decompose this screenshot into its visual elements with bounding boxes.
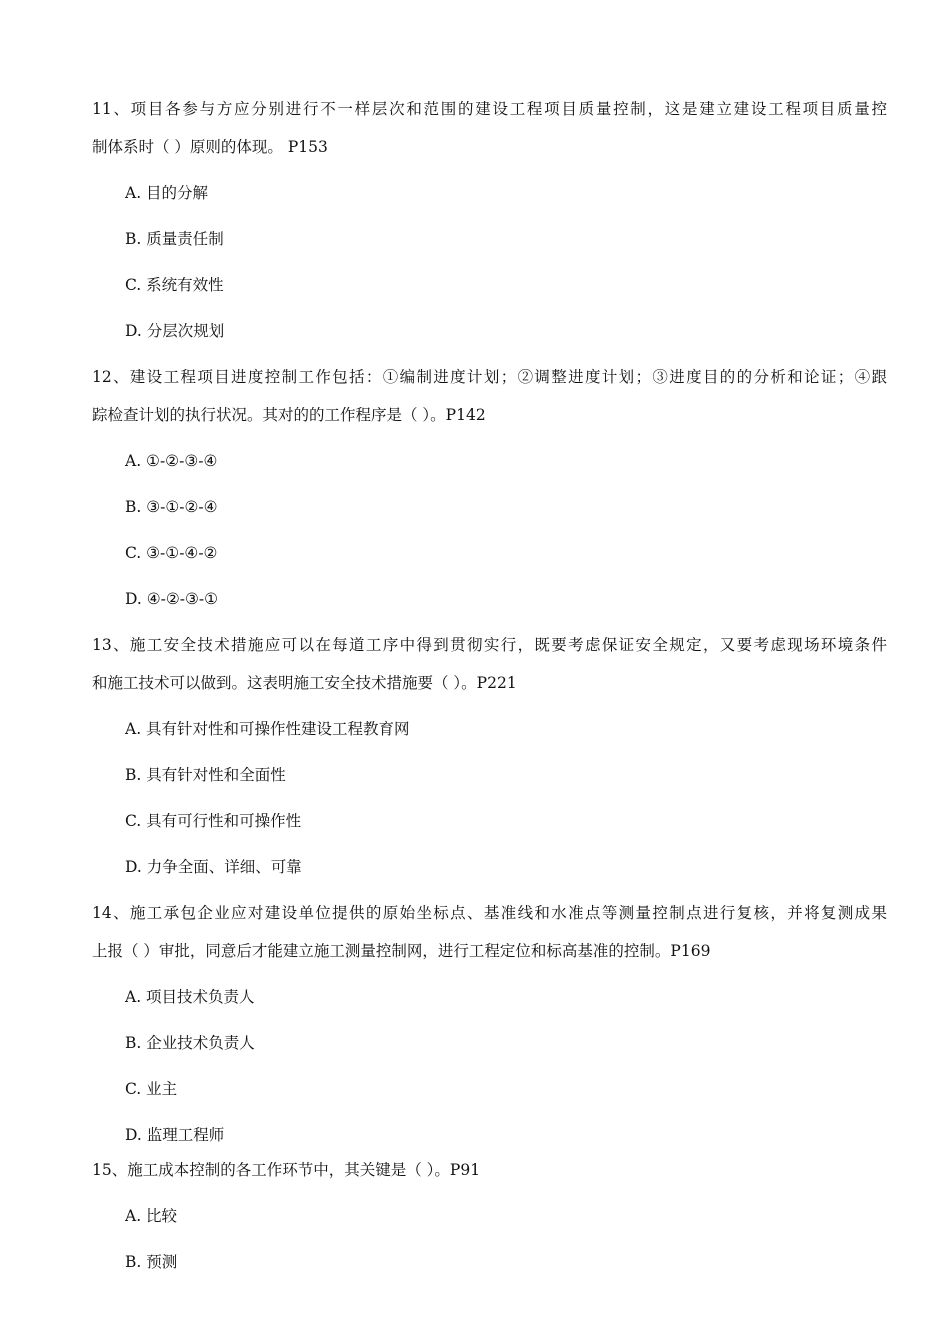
question-12-line-1: 12、建设工程项目进度控制工作包括：①编制进度计划；②调整进度计划；③进度目的的分析和论证；④跟 (92, 368, 887, 386)
question-14-option-c: C. 业主 (125, 1080, 178, 1098)
question-12-option-a: A. ①-②-③-④ (125, 452, 218, 470)
question-11-line-2: 制体系时（ ）原则的体现。 P153 (92, 138, 328, 156)
question-14-line-1: 14、施工承包企业应对建设单位提供的原始坐标点、基准线和水准点等测量控制点进行复核，并将复测成果 (92, 904, 887, 922)
question-14-option-d: D. 监理工程师 (125, 1126, 225, 1144)
question-15-option-a: A. 比较 (125, 1207, 178, 1225)
question-11-option-a: A. 目的分解 (125, 184, 209, 202)
question-13-option-b: B. 具有针对性和全面性 (125, 766, 286, 784)
question-15-option-b: B. 预测 (125, 1253, 178, 1271)
question-12-option-c: C. ③-①-④-② (125, 544, 218, 562)
question-14-option-a: A. 项目技术负责人 (125, 988, 255, 1006)
question-13-option-d: D. 力争全面、详细、可靠 (125, 858, 302, 876)
question-11-option-b: B. 质量责任制 (125, 230, 224, 248)
question-13-option-c: C. 具有可行性和可操作性 (125, 812, 302, 830)
question-11-option-c: C. 系统有效性 (125, 276, 224, 294)
question-11-line-1: 11、项目各参与方应分别进行不一样层次和范围的建设工程项目质量控制，这是建立建设工程项目质量控 (92, 100, 887, 118)
question-13-line-1: 13、施工安全技术措施应可以在每道工序中得到贯彻实行，既要考虑保证安全规定，又要考虑现场环境条件 (92, 636, 887, 654)
question-13-option-a: A. 具有针对性和可操作性建设工程教育网 (125, 720, 410, 738)
question-14-option-b: B. 企业技术负责人 (125, 1034, 255, 1052)
question-14-line-2: 上报（ ）审批，同意后才能建立施工测量控制网，进行工程定位和标高基准的控制。P169 (92, 942, 711, 960)
question-11-option-d: D. 分层次规划 (125, 322, 225, 340)
question-13-line-2: 和施工技术可以做到。这表明施工安全技术措施要（ ）。P221 (92, 674, 517, 692)
question-15-line-1: 15、施工成本控制的各工作环节中，其关键是（ ）。P91 (92, 1161, 481, 1179)
question-12-option-d: D. ④-②-③-① (125, 590, 219, 608)
question-12-line-2: 踪检查计划的执行状况。其对的的工作程序是（ ）。P142 (92, 406, 486, 424)
question-12-option-b: B. ③-①-②-④ (125, 498, 218, 516)
